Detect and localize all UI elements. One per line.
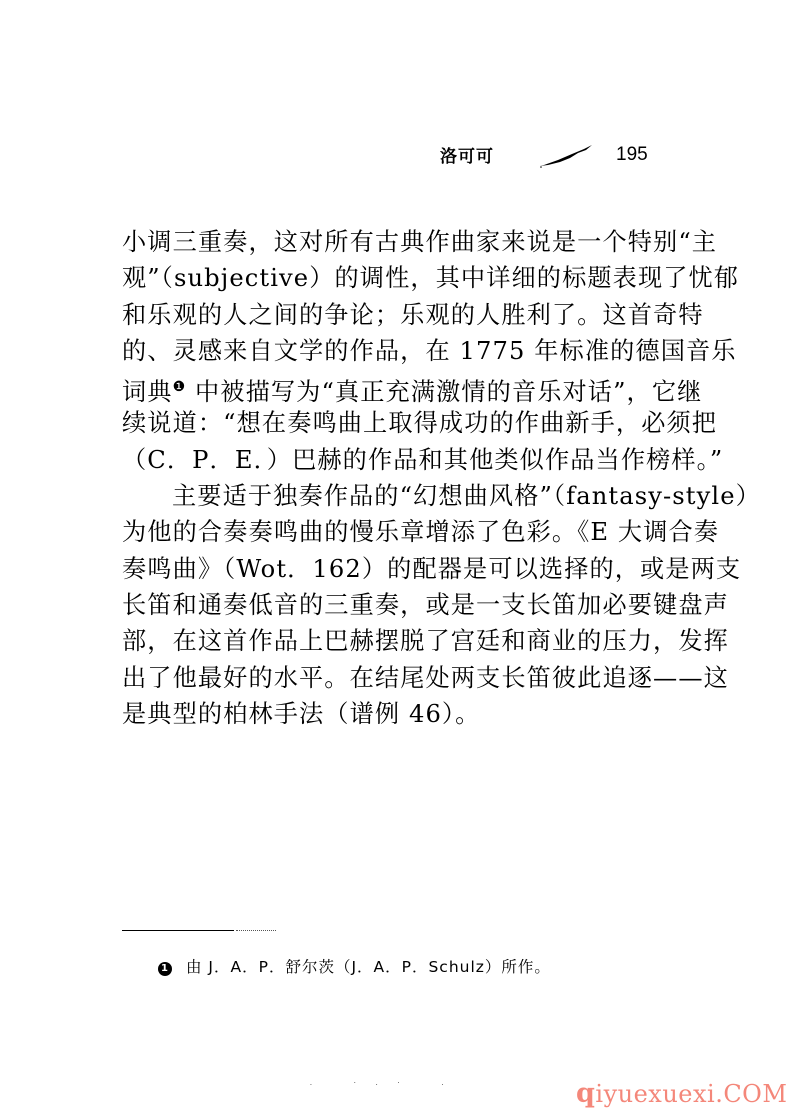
text-fragment: 中被描写为“真正充满激情的音乐对话”，它继 <box>186 378 703 407</box>
text-line: 小调三重奏，这对所有古典作曲家来说是一个特别“主 <box>122 228 718 256</box>
text-line: 是典型的柏林手法（谱例 46）。 <box>122 699 481 728</box>
paragraph-start-line: 主要适于独奏作品的“幻想曲风格”（fantasy-style） <box>172 482 761 511</box>
text-line: （C．P．E．）巴赫的作品和其他类似作品当作榜样。” <box>122 445 724 474</box>
footnote-text: 由 J．A．P．舒尔茨（J．A．P．Schulz）所作。 <box>186 958 551 976</box>
footnote <box>158 955 551 977</box>
running-header <box>410 140 670 174</box>
watermark-text: iyuexuexi.COM <box>595 1080 788 1108</box>
text-line: 续说道：“想在奏鸣曲上取得成功的作曲新手，必须把 <box>122 409 718 438</box>
text-fragment: 词典 <box>122 378 173 407</box>
text-line: 和乐观的人之间的争论；乐观的人胜利了。这首奇特 <box>122 300 704 329</box>
page-number: 195 <box>616 144 648 165</box>
text-line: 部，在这首作品上巴赫摆脱了宫廷和商业的压力，发挥 <box>122 627 729 656</box>
body-paragraphs <box>122 224 761 732</box>
text-line-with-footnote-ref <box>122 369 703 407</box>
text-line: 为他的合奏奏鸣曲的慢乐章增添了色彩。《E 大调合奏 <box>122 518 720 547</box>
footnote-divider <box>122 930 234 931</box>
watermark-q: q <box>576 1078 596 1109</box>
text-line: 奏鸣曲》（Wot．162）的配器是可以选择的，或是两支 <box>122 554 742 583</box>
scan-artifacts: . ·.· . <box>310 1080 464 1087</box>
text-line: 观”（subjective）的调性，其中详细的标题表现了忧郁 <box>122 264 740 293</box>
text-line: 的、灵感来自文学的作品，在 1775 年标准的德国音乐 <box>122 336 737 365</box>
text-line: 长笛和通奏低音的三重奏，或是一支长笛加必要键盘声 <box>122 590 729 619</box>
footnote-reference[interactable]: ❶ <box>172 379 187 396</box>
footnote-divider-dots <box>236 930 276 932</box>
running-title: 洛可可 <box>440 147 494 167</box>
quill-feather-icon <box>538 144 594 168</box>
footnote-marker: 1 <box>158 962 172 976</box>
text-line: 出了他最好的水平。在结尾处两支长笛彼此追逐——这 <box>122 663 729 692</box>
watermark <box>576 1078 787 1109</box>
